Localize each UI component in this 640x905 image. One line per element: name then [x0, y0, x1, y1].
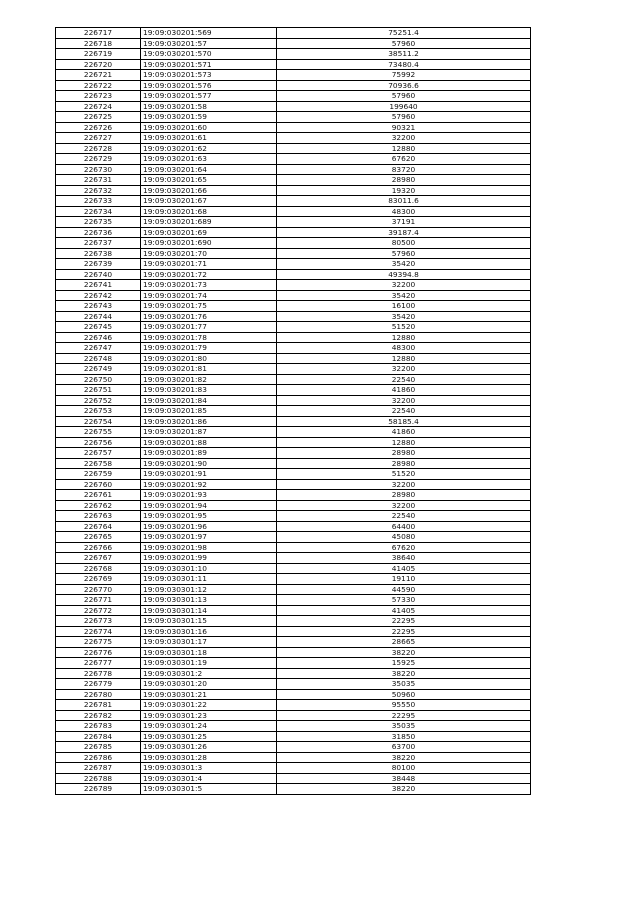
row-number-cell: 226731 [56, 175, 141, 186]
cadastral-number-cell: 19:09:030201:65 [141, 175, 277, 186]
table-row [56, 689, 531, 700]
cadastral-number-cell: 19:09:030201:89 [141, 448, 277, 459]
table-row [56, 458, 531, 469]
cadastral-number-cell: 19:09:030201:69 [141, 227, 277, 238]
row-number-cell: 226754 [56, 416, 141, 427]
value-cell: 51520 [277, 469, 531, 480]
table-row [56, 584, 531, 595]
cadastral-number-cell: 19:09:030201:95 [141, 511, 277, 522]
cadastral-number-cell: 19:09:030201:577 [141, 91, 277, 102]
row-number-cell: 226743 [56, 301, 141, 312]
table-row [56, 343, 531, 354]
table-row [56, 563, 531, 574]
value-cell: 83720 [277, 164, 531, 175]
row-number-cell: 226733 [56, 196, 141, 207]
value-cell: 41860 [277, 385, 531, 396]
table-row [56, 469, 531, 480]
row-number-cell: 226766 [56, 542, 141, 553]
row-number-cell: 226764 [56, 521, 141, 532]
table-row [56, 605, 531, 616]
table-row [56, 80, 531, 91]
table-row [56, 175, 531, 186]
row-number-cell: 226774 [56, 626, 141, 637]
value-cell: 35420 [277, 311, 531, 322]
cadastral-number-cell: 19:09:030201:99 [141, 553, 277, 564]
table-row [56, 185, 531, 196]
cadastral-number-cell: 19:09:030201:62 [141, 143, 277, 154]
row-number-cell: 226749 [56, 364, 141, 375]
cadastral-number-cell: 19:09:030301:24 [141, 721, 277, 732]
table-row [56, 301, 531, 312]
table-row [56, 280, 531, 291]
row-number-cell: 226763 [56, 511, 141, 522]
cadastral-number-cell: 19:09:030201:84 [141, 395, 277, 406]
row-number-cell: 226757 [56, 448, 141, 459]
row-number-cell: 226772 [56, 605, 141, 616]
value-cell: 199640 [277, 101, 531, 112]
table-row [56, 206, 531, 217]
table-row [56, 721, 531, 732]
table-row [56, 38, 531, 49]
cadastral-number-cell: 19:09:030301:18 [141, 647, 277, 658]
cadastral-number-cell: 19:09:030201:571 [141, 59, 277, 70]
table-row [56, 196, 531, 207]
table-row [56, 448, 531, 459]
value-cell: 44590 [277, 584, 531, 595]
cadastral-number-cell: 19:09:030201:86 [141, 416, 277, 427]
value-cell: 28980 [277, 175, 531, 186]
row-number-cell: 226738 [56, 248, 141, 259]
cadastral-number-cell: 19:09:030201:70 [141, 248, 277, 259]
table-row [56, 595, 531, 606]
table-row [56, 269, 531, 280]
table-row [56, 679, 531, 690]
value-cell: 38220 [277, 647, 531, 658]
table-row [56, 658, 531, 669]
value-cell: 50960 [277, 689, 531, 700]
cadastral-number-cell: 19:09:030201:75 [141, 301, 277, 312]
table-row [56, 332, 531, 343]
row-number-cell: 226735 [56, 217, 141, 228]
value-cell: 80500 [277, 238, 531, 249]
cadastral-number-cell: 19:09:030301:16 [141, 626, 277, 637]
table-row [56, 143, 531, 154]
cadastral-number-cell: 19:09:030301:2 [141, 668, 277, 679]
cadastral-number-cell: 19:09:030201:60 [141, 122, 277, 133]
cadastral-number-cell: 19:09:030201:58 [141, 101, 277, 112]
value-cell: 38220 [277, 752, 531, 763]
value-cell: 70936.6 [277, 80, 531, 91]
cadastral-number-cell: 19:09:030201:57 [141, 38, 277, 49]
cadastral-number-cell: 19:09:030201:73 [141, 280, 277, 291]
table-row [56, 553, 531, 564]
cadastral-number-cell: 19:09:030301:12 [141, 584, 277, 595]
row-number-cell: 226744 [56, 311, 141, 322]
value-cell: 39187.4 [277, 227, 531, 238]
value-cell: 32200 [277, 364, 531, 375]
row-number-cell: 226732 [56, 185, 141, 196]
row-number-cell: 226775 [56, 637, 141, 648]
table-row [56, 290, 531, 301]
value-cell: 58185.4 [277, 416, 531, 427]
row-number-cell: 226741 [56, 280, 141, 291]
cadastral-number-cell: 19:09:030301:3 [141, 763, 277, 774]
row-number-cell: 226771 [56, 595, 141, 606]
table-row [56, 70, 531, 81]
table-row [56, 112, 531, 123]
row-number-cell: 226737 [56, 238, 141, 249]
table-row [56, 500, 531, 511]
value-cell: 35420 [277, 259, 531, 270]
value-cell: 22295 [277, 616, 531, 627]
row-number-cell: 226725 [56, 112, 141, 123]
value-cell: 22540 [277, 511, 531, 522]
value-cell: 35035 [277, 679, 531, 690]
row-number-cell: 226787 [56, 763, 141, 774]
value-cell: 28980 [277, 458, 531, 469]
row-number-cell: 226734 [56, 206, 141, 217]
row-number-cell: 226755 [56, 427, 141, 438]
row-number-cell: 226742 [56, 290, 141, 301]
table-row [56, 731, 531, 742]
cadastral-number-cell: 19:09:030201:77 [141, 322, 277, 333]
table-row [56, 101, 531, 112]
row-number-cell: 226789 [56, 784, 141, 795]
value-cell: 75992 [277, 70, 531, 81]
table-row [56, 122, 531, 133]
table-row [56, 49, 531, 60]
value-cell: 32200 [277, 395, 531, 406]
value-cell: 28665 [277, 637, 531, 648]
table-row [56, 542, 531, 553]
cadastral-number-cell: 19:09:030201:81 [141, 364, 277, 375]
table-row [56, 532, 531, 543]
row-number-cell: 226761 [56, 490, 141, 501]
table-row [56, 710, 531, 721]
table-row [56, 574, 531, 585]
row-number-cell: 226720 [56, 59, 141, 70]
row-number-cell: 226752 [56, 395, 141, 406]
row-number-cell: 226717 [56, 28, 141, 39]
cadastral-number-cell: 19:09:030201:63 [141, 154, 277, 165]
cadastral-number-cell: 19:09:030201:83 [141, 385, 277, 396]
value-cell: 32200 [277, 500, 531, 511]
cadastral-number-cell: 19:09:030201:88 [141, 437, 277, 448]
row-number-cell: 226776 [56, 647, 141, 658]
table-row [56, 763, 531, 774]
cadastral-number-cell: 19:09:030201:79 [141, 343, 277, 354]
table-row [56, 238, 531, 249]
value-cell: 90321 [277, 122, 531, 133]
row-number-cell: 226779 [56, 679, 141, 690]
cadastral-number-cell: 19:09:030201:689 [141, 217, 277, 228]
cadastral-number-cell: 19:09:030201:82 [141, 374, 277, 385]
cadastral-number-cell: 19:09:030301:25 [141, 731, 277, 742]
cadastral-number-cell: 19:09:030201:690 [141, 238, 277, 249]
value-cell: 38448 [277, 773, 531, 784]
cadastral-number-cell: 19:09:030201:59 [141, 112, 277, 123]
value-cell: 19110 [277, 574, 531, 585]
cadastral-number-cell: 19:09:030201:72 [141, 269, 277, 280]
cadastral-number-cell: 19:09:030301:21 [141, 689, 277, 700]
cadastral-number-cell: 19:09:030301:4 [141, 773, 277, 784]
value-cell: 45080 [277, 532, 531, 543]
table-row [56, 647, 531, 658]
cadastral-number-cell: 19:09:030201:98 [141, 542, 277, 553]
cadastral-number-cell: 19:09:030301:5 [141, 784, 277, 795]
row-number-cell: 226740 [56, 269, 141, 280]
cadastral-number-cell: 19:09:030201:576 [141, 80, 277, 91]
table-row [56, 227, 531, 238]
row-number-cell: 226786 [56, 752, 141, 763]
row-number-cell: 226780 [56, 689, 141, 700]
cadastral-number-cell: 19:09:030201:61 [141, 133, 277, 144]
value-cell: 41860 [277, 427, 531, 438]
row-number-cell: 226727 [56, 133, 141, 144]
value-cell: 57960 [277, 248, 531, 259]
value-cell: 15925 [277, 658, 531, 669]
value-cell: 83011.6 [277, 196, 531, 207]
value-cell: 95550 [277, 700, 531, 711]
cadastral-number-cell: 19:09:030201:92 [141, 479, 277, 490]
row-number-cell: 226778 [56, 668, 141, 679]
table-row [56, 248, 531, 259]
table-row [56, 154, 531, 165]
table-row [56, 616, 531, 627]
cadastral-number-cell: 19:09:030201:80 [141, 353, 277, 364]
cadastral-number-cell: 19:09:030301:20 [141, 679, 277, 690]
value-cell: 38220 [277, 784, 531, 795]
row-number-cell: 226756 [56, 437, 141, 448]
cadastral-number-cell: 19:09:030301:26 [141, 742, 277, 753]
value-cell: 22295 [277, 626, 531, 637]
row-number-cell: 226745 [56, 322, 141, 333]
row-number-cell: 226760 [56, 479, 141, 490]
value-cell: 12880 [277, 143, 531, 154]
table-row [56, 773, 531, 784]
value-cell: 22540 [277, 406, 531, 417]
cadastral-number-cell: 19:09:030301:10 [141, 563, 277, 574]
table-body [56, 28, 531, 795]
value-cell: 41405 [277, 563, 531, 574]
table-row [56, 374, 531, 385]
value-cell: 75251.4 [277, 28, 531, 39]
row-number-cell: 226722 [56, 80, 141, 91]
row-number-cell: 226768 [56, 563, 141, 574]
cadastral-number-cell: 19:09:030301:22 [141, 700, 277, 711]
value-cell: 38640 [277, 553, 531, 564]
row-number-cell: 226726 [56, 122, 141, 133]
cadastral-number-cell: 19:09:030201:570 [141, 49, 277, 60]
row-number-cell: 226777 [56, 658, 141, 669]
row-number-cell: 226758 [56, 458, 141, 469]
row-number-cell: 226746 [56, 332, 141, 343]
table-row [56, 437, 531, 448]
row-number-cell: 226747 [56, 343, 141, 354]
value-cell: 48300 [277, 343, 531, 354]
row-number-cell: 226718 [56, 38, 141, 49]
cadastral-number-cell: 19:09:030201:66 [141, 185, 277, 196]
value-cell: 32200 [277, 280, 531, 291]
table-row [56, 133, 531, 144]
value-cell: 35420 [277, 290, 531, 301]
table-row [56, 311, 531, 322]
value-cell: 38511.2 [277, 49, 531, 60]
row-number-cell: 226770 [56, 584, 141, 595]
row-number-cell: 226773 [56, 616, 141, 627]
cadastral-number-cell: 19:09:030301:28 [141, 752, 277, 763]
table-row [56, 364, 531, 375]
row-number-cell: 226785 [56, 742, 141, 753]
table-row [56, 91, 531, 102]
row-number-cell: 226782 [56, 710, 141, 721]
table-row [56, 637, 531, 648]
cadastral-number-cell: 19:09:030301:14 [141, 605, 277, 616]
table-row [56, 626, 531, 637]
table-row [56, 164, 531, 175]
cadastral-number-cell: 19:09:030201:74 [141, 290, 277, 301]
cadastral-number-cell: 19:09:030201:76 [141, 311, 277, 322]
value-cell: 22295 [277, 710, 531, 721]
value-cell: 57330 [277, 595, 531, 606]
value-cell: 67620 [277, 154, 531, 165]
row-number-cell: 226750 [56, 374, 141, 385]
value-cell: 12880 [277, 437, 531, 448]
row-number-cell: 226767 [56, 553, 141, 564]
cadastral-number-cell: 19:09:030201:85 [141, 406, 277, 417]
table-row [56, 742, 531, 753]
table-row [56, 406, 531, 417]
value-cell: 31850 [277, 731, 531, 742]
row-number-cell: 226788 [56, 773, 141, 784]
value-cell: 32200 [277, 133, 531, 144]
value-cell: 48300 [277, 206, 531, 217]
cadastral-number-cell: 19:09:030301:15 [141, 616, 277, 627]
row-number-cell: 226721 [56, 70, 141, 81]
cadastral-number-cell: 19:09:030201:96 [141, 521, 277, 532]
value-cell: 41405 [277, 605, 531, 616]
cadastral-number-cell: 19:09:030201:93 [141, 490, 277, 501]
row-number-cell: 226736 [56, 227, 141, 238]
cadastral-number-cell: 19:09:030201:87 [141, 427, 277, 438]
value-cell: 63700 [277, 742, 531, 753]
value-cell: 49394.8 [277, 269, 531, 280]
cadastral-number-cell: 19:09:030201:67 [141, 196, 277, 207]
row-number-cell: 226762 [56, 500, 141, 511]
value-cell: 57960 [277, 112, 531, 123]
value-cell: 57960 [277, 91, 531, 102]
row-number-cell: 226723 [56, 91, 141, 102]
cadastral-number-cell: 19:09:030201:68 [141, 206, 277, 217]
value-cell: 51520 [277, 322, 531, 333]
table-row [56, 217, 531, 228]
cadastral-number-cell: 19:09:030301:23 [141, 710, 277, 721]
value-cell: 37191 [277, 217, 531, 228]
cadastral-number-cell: 19:09:030201:78 [141, 332, 277, 343]
table-row [56, 752, 531, 763]
value-cell: 73480.4 [277, 59, 531, 70]
row-number-cell: 226728 [56, 143, 141, 154]
cadastral-number-cell: 19:09:030301:17 [141, 637, 277, 648]
table-row [56, 427, 531, 438]
cadastral-number-cell: 19:09:030201:573 [141, 70, 277, 81]
table-row [56, 59, 531, 70]
value-cell: 12880 [277, 353, 531, 364]
cadastral-number-cell: 19:09:030301:11 [141, 574, 277, 585]
table-row [56, 322, 531, 333]
row-number-cell: 226784 [56, 731, 141, 742]
cadastral-number-cell: 19:09:030301:19 [141, 658, 277, 669]
row-number-cell: 226724 [56, 101, 141, 112]
row-number-cell: 226719 [56, 49, 141, 60]
cadastral-number-cell: 19:09:030201:94 [141, 500, 277, 511]
row-number-cell: 226759 [56, 469, 141, 480]
value-cell: 28980 [277, 490, 531, 501]
value-cell: 32200 [277, 479, 531, 490]
table-row [56, 668, 531, 679]
table-row [56, 28, 531, 39]
row-number-cell: 226729 [56, 154, 141, 165]
row-number-cell: 226751 [56, 385, 141, 396]
value-cell: 67620 [277, 542, 531, 553]
value-cell: 16100 [277, 301, 531, 312]
table-row [56, 479, 531, 490]
cadastral-number-cell: 19:09:030201:71 [141, 259, 277, 270]
table-row [56, 395, 531, 406]
table-row [56, 490, 531, 501]
table-row [56, 511, 531, 522]
value-cell: 28980 [277, 448, 531, 459]
value-cell: 38220 [277, 668, 531, 679]
value-cell: 22540 [277, 374, 531, 385]
row-number-cell: 226769 [56, 574, 141, 585]
cadastral-value-table [55, 27, 531, 795]
cadastral-number-cell: 19:09:030301:13 [141, 595, 277, 606]
row-number-cell: 226765 [56, 532, 141, 543]
table-row [56, 784, 531, 795]
table-row [56, 416, 531, 427]
table-row [56, 353, 531, 364]
row-number-cell: 226748 [56, 353, 141, 364]
row-number-cell: 226783 [56, 721, 141, 732]
table-row [56, 521, 531, 532]
value-cell: 64400 [277, 521, 531, 532]
table-row [56, 700, 531, 711]
value-cell: 19320 [277, 185, 531, 196]
value-cell: 35035 [277, 721, 531, 732]
value-cell: 80100 [277, 763, 531, 774]
value-cell: 57960 [277, 38, 531, 49]
row-number-cell: 226739 [56, 259, 141, 270]
cadastral-number-cell: 19:09:030201:91 [141, 469, 277, 480]
row-number-cell: 226730 [56, 164, 141, 175]
cadastral-number-cell: 19:09:030201:64 [141, 164, 277, 175]
table-row [56, 259, 531, 270]
row-number-cell: 226753 [56, 406, 141, 417]
value-cell: 12880 [277, 332, 531, 343]
cadastral-number-cell: 19:09:030201:569 [141, 28, 277, 39]
row-number-cell: 226781 [56, 700, 141, 711]
table-row [56, 385, 531, 396]
cadastral-number-cell: 19:09:030201:90 [141, 458, 277, 469]
cadastral-number-cell: 19:09:030201:97 [141, 532, 277, 543]
